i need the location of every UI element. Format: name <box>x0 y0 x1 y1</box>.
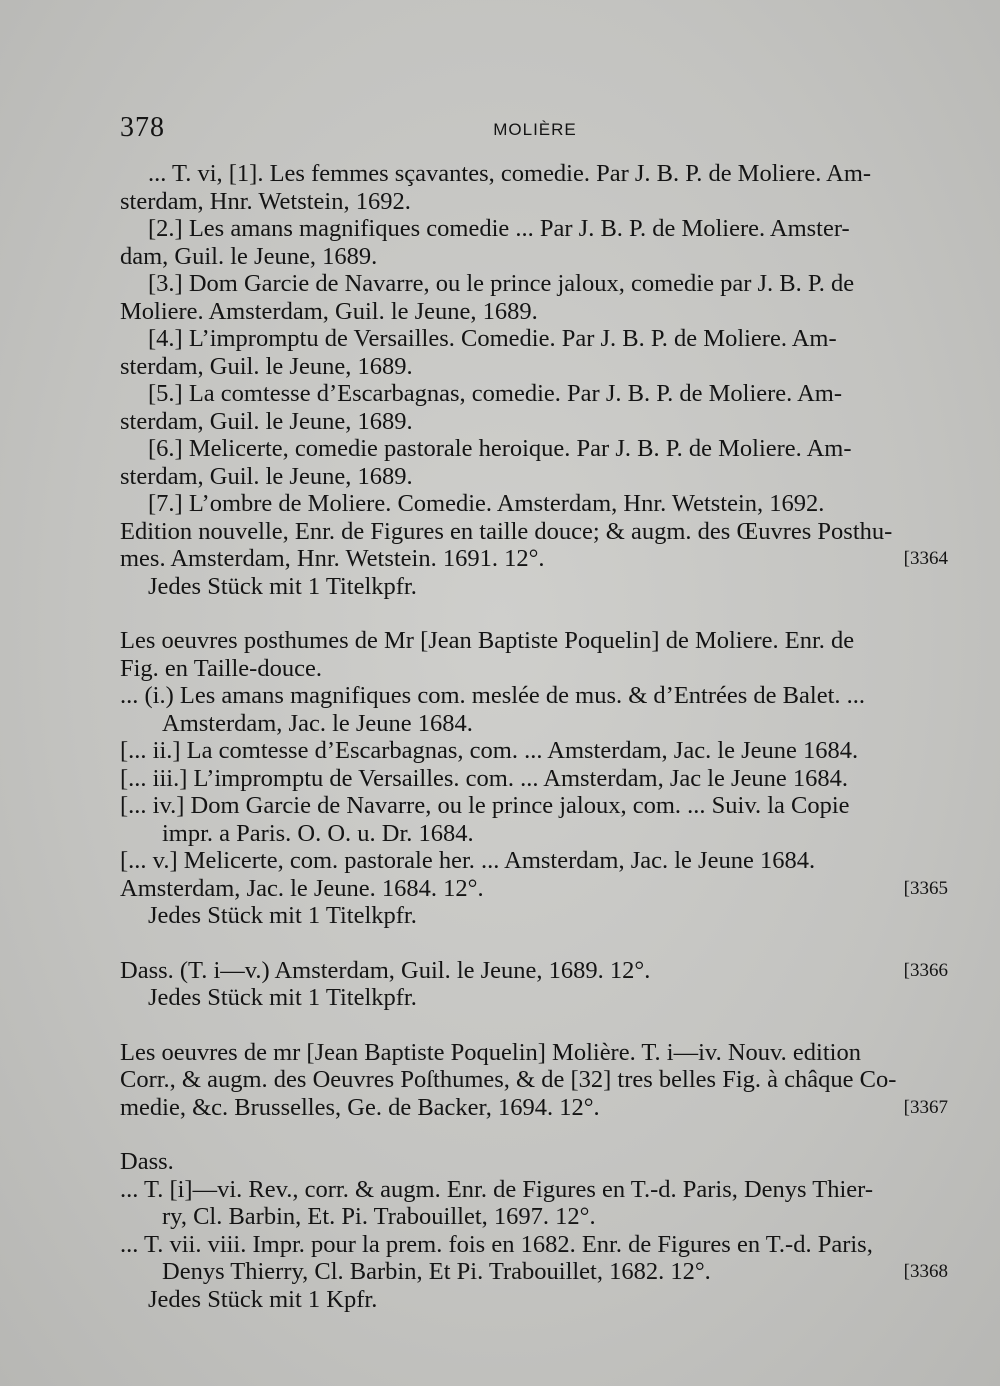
line-text: [... iii.] L’impromptu de Versailles. com. ... Amsterdam, Jac le Jeune 1684. <box>120 764 849 792</box>
text-line <box>120 1066 954 1094</box>
page-header <box>120 112 950 152</box>
bibliography-text <box>120 160 954 1313</box>
text-line <box>120 820 954 848</box>
line-text: ry, Cl. Barbin, Et. Pi. Trabouillet, 1697. 12°. <box>162 1203 596 1230</box>
text-line <box>120 1039 954 1067</box>
text-line <box>120 243 954 271</box>
text-line <box>120 792 954 820</box>
entry-number: [3366 <box>903 959 948 981</box>
line-text: dam, Guil. le Jeune, 1689. <box>120 242 378 270</box>
line-text: sterdam, Hnr. Wetstein, 1692. <box>120 187 411 215</box>
line-text: Jedes Stück mit 1 Titelkpfr. <box>148 902 417 929</box>
page-number: 378 <box>120 112 165 143</box>
line-text: [2.] Les amans magnifiques comedie ... Par J. B. P. de Moliere. Amster- <box>148 215 850 242</box>
line-text: Les oeuvres de mr [Jean Baptiste Poquelin] Molière. T. i—iv. Nouv. edition <box>120 1038 861 1066</box>
line-text: Les oeuvres posthumes de Mr [Jean Baptiste Poquelin] de Moliere. Enr. de <box>120 627 855 654</box>
text-line <box>120 490 954 518</box>
line-text: [... iv.] Dom Garcie de Navarre, ou le prince jaloux, com. ... Suiv. la Copie <box>120 792 850 819</box>
line-text: Jedes Stück mit 1 Kpfr. <box>148 1285 378 1313</box>
line-text: mes. Amsterdam, Hnr. Wetstein. 1691. 12°. <box>120 545 545 572</box>
line-text: [3.] Dom Garcie de Navarre, ou le prince jaloux, comedie par J. B. P. de <box>148 270 855 297</box>
line-text: ... (i.) Les amans magnifiques com. meslée de mus. & d’Entrées de Balet. ... <box>120 682 866 709</box>
text-line <box>120 435 954 463</box>
line-text: ... T. vii. viii. Impr. pour la prem. fois en 1682. Enr. de Figures en T.-d. Paris, <box>120 1230 873 1258</box>
text-line <box>120 160 954 188</box>
line-text: ... T. vi, [1]. Les femmes sçavantes, comedie. Par J. B. P. de Moliere. Am- <box>148 160 872 187</box>
line-text: [... v.] Melicerte, com. pastorale her. ... Amsterdam, Jac. le Jeune 1684. <box>120 847 816 874</box>
line-text: Corr., & augm. des Oeuvres Poſthumes, & de [32] tres belles Fig. à châque Co- <box>120 1066 897 1093</box>
line-text: ... T. [i]—vi. Rev., corr. & augm. Enr. de Figures en T.-d. Paris, Denys Thier- <box>120 1175 873 1203</box>
text-line <box>120 518 954 546</box>
text-line <box>120 1286 954 1314</box>
line-text: sterdam, Guil. le Jeune, 1689. <box>120 407 413 435</box>
text-line <box>120 270 954 298</box>
text-line <box>120 215 954 243</box>
line-text: [5.] La comtesse d’Escarbagnas, comedie. Par J. B. P. de Moliere. Am- <box>148 380 842 407</box>
text-line <box>120 1148 954 1176</box>
text-line <box>120 627 954 655</box>
text-line <box>120 1094 954 1122</box>
line-text: [4.] L’impromptu de Versailles. Comedie. Par J. B. P. de Moliere. Am- <box>148 325 837 352</box>
text-line <box>120 573 954 601</box>
text-line <box>120 902 954 930</box>
text-line <box>120 984 954 1012</box>
line-text: Moliere. Amsterdam, Guil. le Jeune, 1689. <box>120 297 538 325</box>
line-text: Amsterdam, Jac. le Jeune. 1684. 12°. <box>120 874 484 902</box>
text-line <box>120 875 954 903</box>
entry-number: [3364 <box>903 548 948 569</box>
text-line <box>120 298 954 326</box>
line-text: Edition nouvelle, Enr. de Figures en taille douce; & augm. des Œuvres Posthu- <box>120 517 893 545</box>
text-line <box>120 957 954 985</box>
line-text: [7.] L’ombre de Moliere. Comedie. Amsterdam, Hnr. Wetstein, 1692. <box>148 490 825 517</box>
text-line <box>120 1176 954 1204</box>
text-line <box>120 188 954 216</box>
line-text: Denys Thierry, Cl. Barbin, Et Pi. Trabouillet, 1682. 12°. <box>162 1258 711 1285</box>
line-text: [... ii.] La comtesse d’Escarbagnas, com. ... Amsterdam, Jac. le Jeune 1684. <box>120 737 859 764</box>
text-line <box>120 710 954 738</box>
text-line <box>120 737 954 765</box>
text-line <box>120 408 954 436</box>
line-text: [6.] Melicerte, comedie pastorale heroique. Par J. B. P. de Moliere. Am- <box>148 435 852 462</box>
text-line <box>120 380 954 408</box>
text-line <box>120 655 954 683</box>
text-line <box>120 1258 954 1286</box>
text-line <box>120 765 954 793</box>
text-line <box>120 325 954 353</box>
entry-number: [3368 <box>903 1261 948 1282</box>
running-head: MOLIÈRE <box>493 120 577 139</box>
text-line <box>120 1203 954 1231</box>
text-line <box>120 1231 954 1259</box>
line-text: sterdam, Guil. le Jeune, 1689. <box>120 462 413 490</box>
line-text: Jedes Stück mit 1 Titelkpfr. <box>148 984 417 1011</box>
text-line <box>120 545 954 573</box>
line-text: Dass. <box>120 1148 174 1175</box>
line-text: medie, &c. Brusselles, Ge. de Backer, 1694. 12°. <box>120 1093 600 1121</box>
line-text: impr. a Paris. O. O. u. Dr. 1684. <box>162 819 474 847</box>
line-text: Dass. (T. i—v.) Amsterdam, Guil. le Jeune, 1689. 12°. <box>120 956 651 984</box>
line-text: sterdam, Guil. le Jeune, 1689. <box>120 352 413 380</box>
line-text: Fig. en Taille-douce. <box>120 654 322 682</box>
text-line <box>120 463 954 491</box>
line-text: Jedes Stück mit 1 Titelkpfr. <box>148 572 417 600</box>
text-line <box>120 847 954 875</box>
text-line <box>120 353 954 381</box>
line-text: Amsterdam, Jac. le Jeune 1684. <box>162 709 473 737</box>
entry-number: [3367 <box>903 1096 948 1118</box>
text-line <box>120 682 954 710</box>
entry-number: [3365 <box>903 877 948 899</box>
